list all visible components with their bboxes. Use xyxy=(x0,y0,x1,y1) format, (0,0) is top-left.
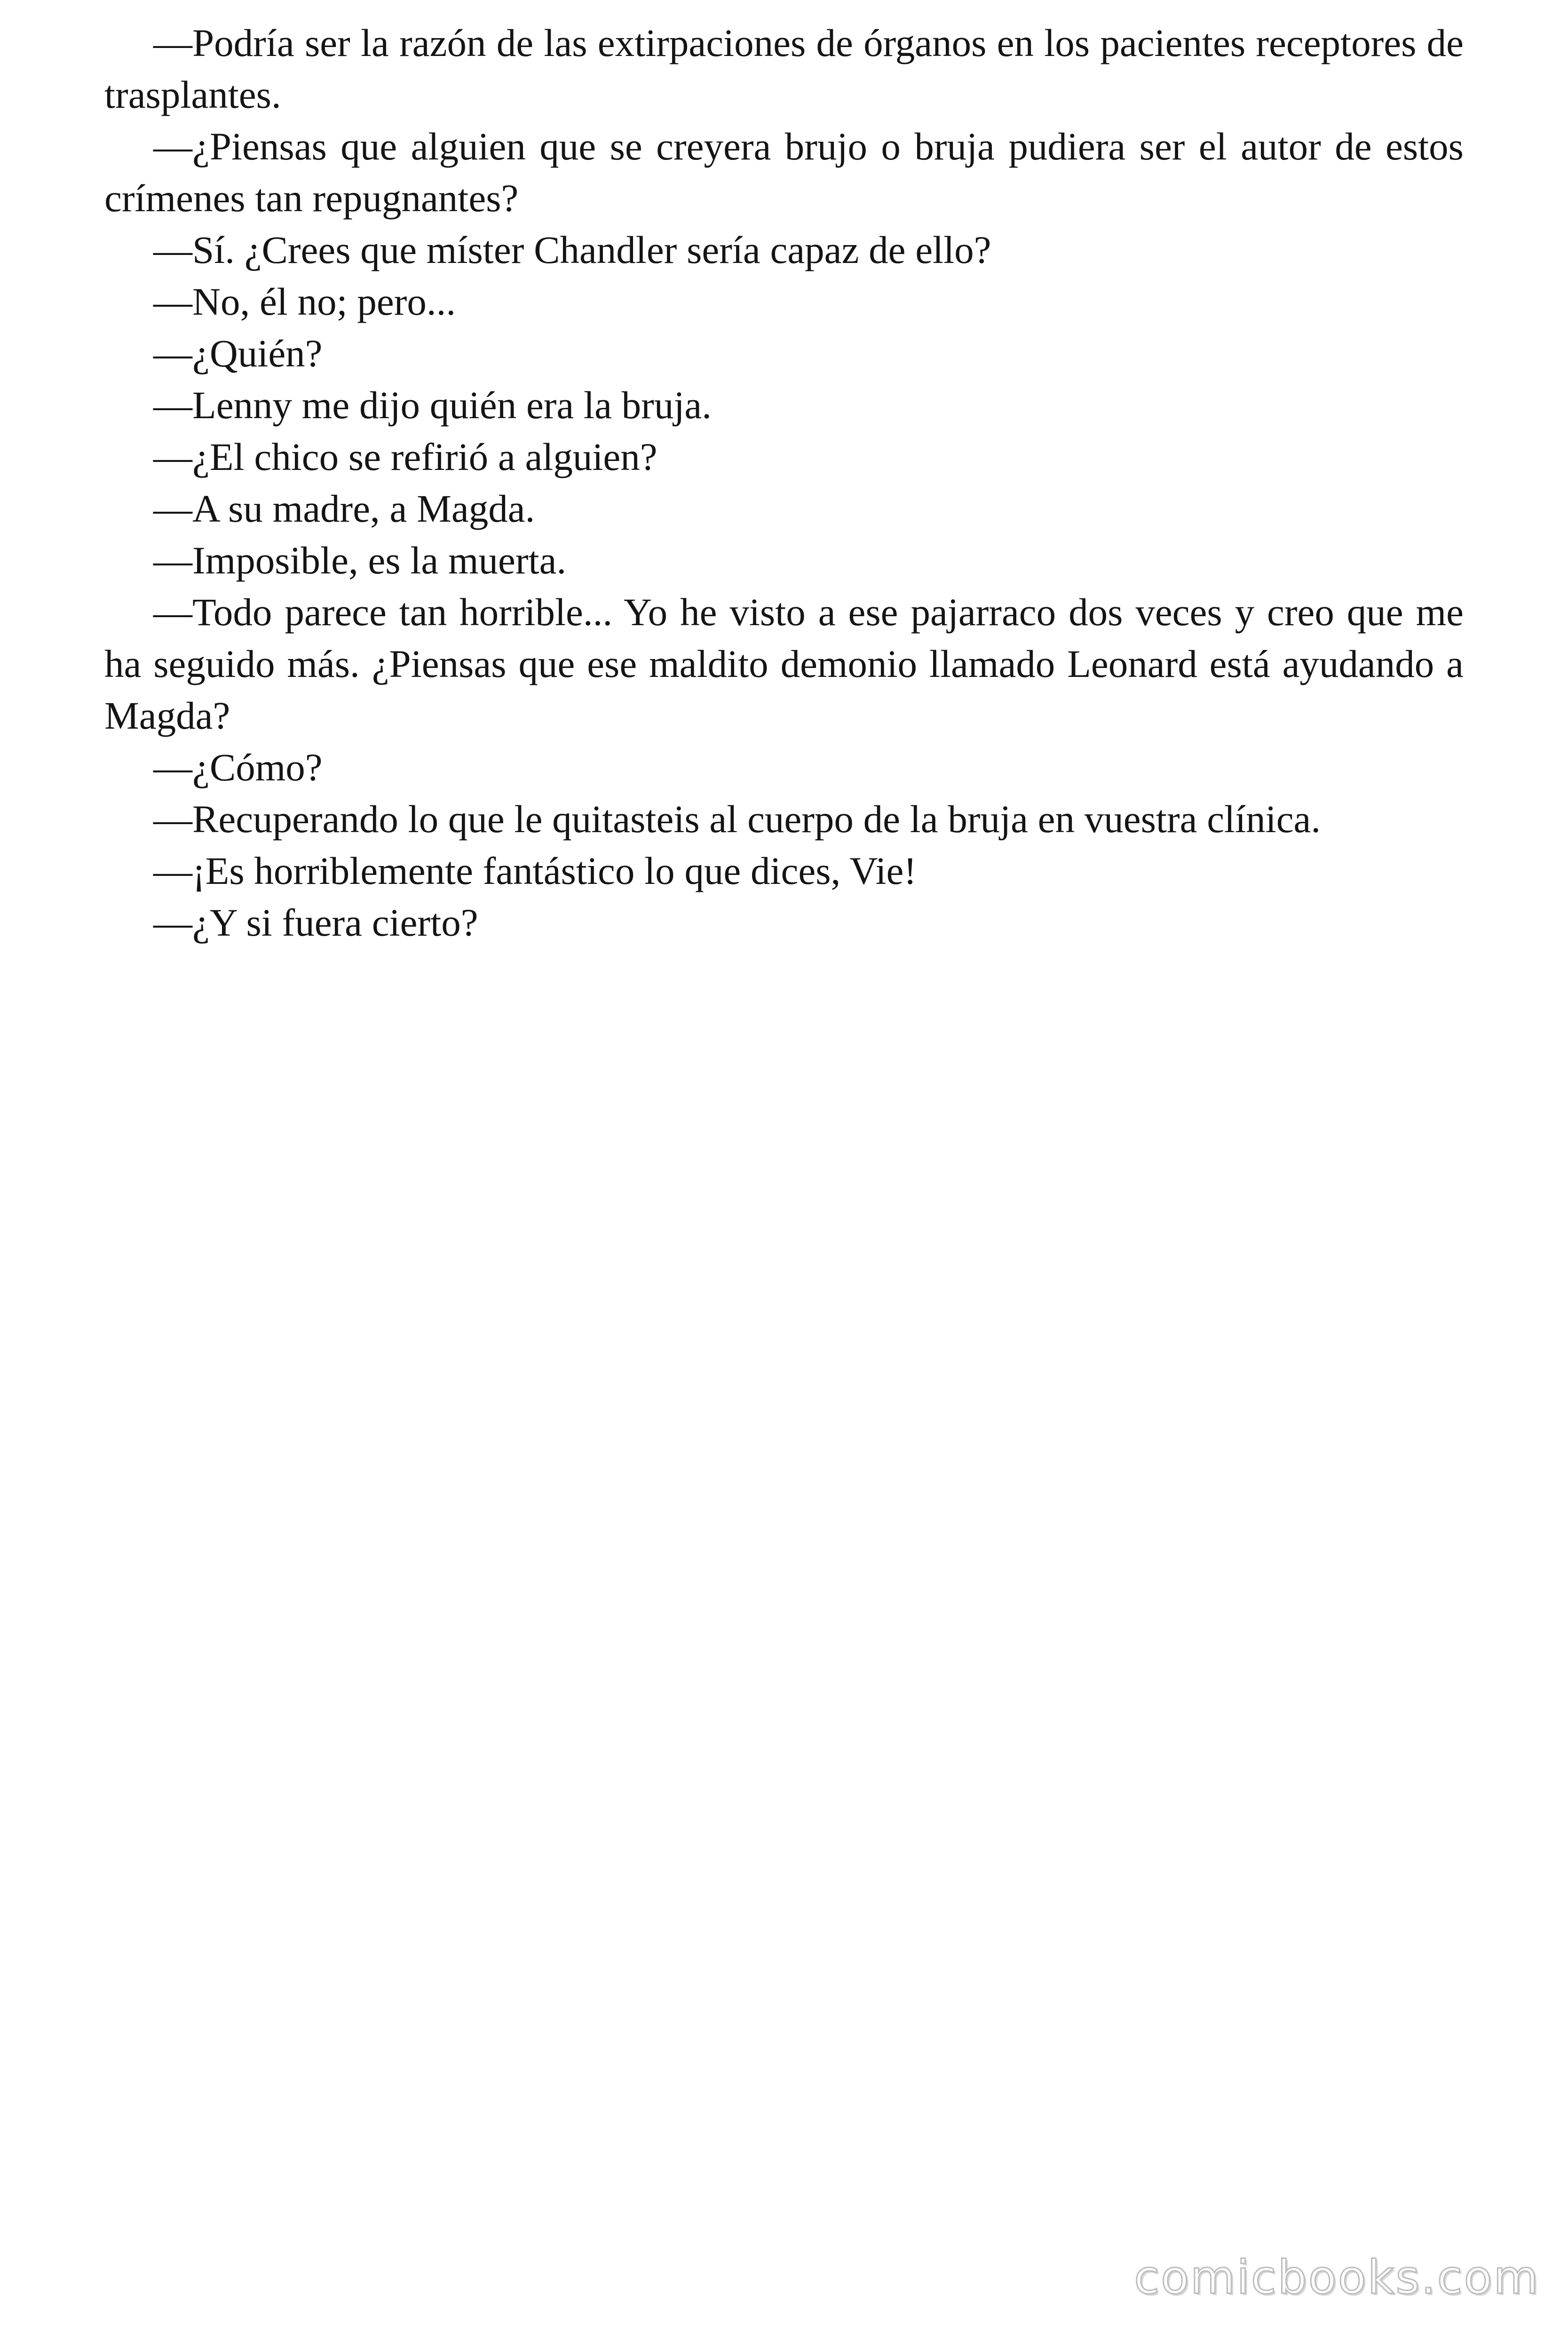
paragraph: —¿Y si fuera cierto? xyxy=(153,901,478,944)
paragraph: —¿Quién? xyxy=(153,332,323,375)
watermark-logo: comicbooks.com xyxy=(1134,2251,1540,2304)
paragraph: —¿Cómo? xyxy=(153,746,323,789)
paragraph: —¿El chico se refirió a alguien? xyxy=(153,435,657,478)
paragraph: —¡Es horriblemente fantástico lo que dices, Vie! xyxy=(153,849,917,892)
paragraph: —Lenny me dijo quién era la bruja. xyxy=(153,383,712,427)
paragraph: —Recuperando lo que le quitasteis al cuerpo de la bruja en vuestra clínica. xyxy=(153,797,1321,841)
body-text xyxy=(104,17,1464,948)
paragraph: —¿Piensas que alguien que se creyera brujo o bruja pudiera ser el autor de estos crímenes tan repugnantes? xyxy=(104,125,1464,220)
paragraph: —A su madre, a Magda. xyxy=(153,487,535,530)
paragraph: —Todo parece tan horrible... Yo he visto a ese pajarraco dos veces y creo que me ha seguido más. ¿Piensas que ese maldito demonio llamado Leonard está ayudando a Magda? xyxy=(104,590,1464,737)
paragraph: —Podría ser la razón de las extirpaciones de órganos en los pacientes receptores de trasplantes. xyxy=(104,21,1464,116)
paragraph: —Sí. ¿Crees que míster Chandler sería capaz de ello? xyxy=(153,228,991,271)
paragraph: —Imposible, es la muerta. xyxy=(153,539,567,582)
paragraph: —No, él no; pero... xyxy=(153,280,456,323)
